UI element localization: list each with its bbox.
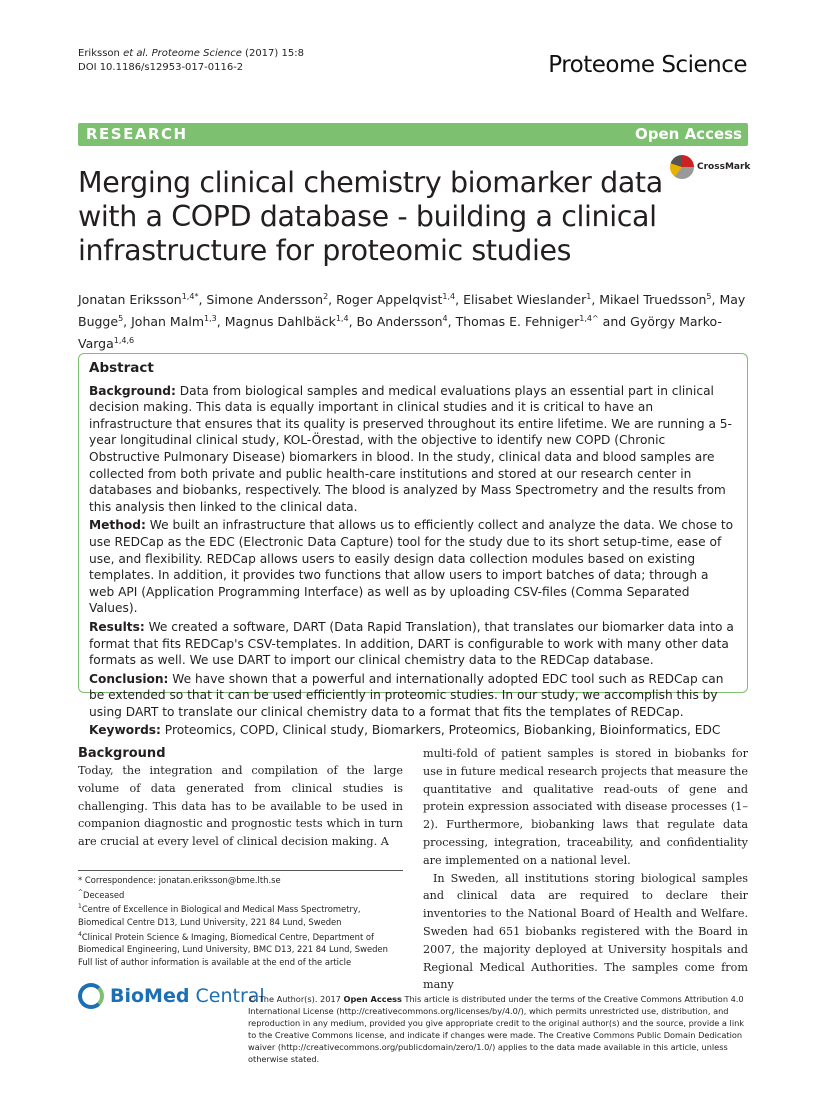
author-separator: , (328, 292, 337, 308)
body-left-column (78, 745, 403, 851)
author-affiliation: 5 (118, 314, 124, 324)
section-text: We created a software, DART (Data Rapid Translation), that translates our biomarker data into a format that fits REDCap's CSV-templates. In addition, DART is configurable to work with many other data formats as well. We use DART to import our clinical chemistry data to the REDCap database. (89, 619, 734, 668)
body-right-column (423, 745, 748, 994)
author-separator: , (216, 314, 225, 330)
author-affiliation: 1,4 (442, 292, 456, 301)
full-list-note: Full list of author information is available at the end of the article (78, 957, 352, 968)
deceased-note: Deceased (83, 889, 125, 900)
license-open-access: Open Access (343, 994, 402, 1004)
abstract-results (89, 619, 737, 669)
open-access-label: Open Access (635, 125, 742, 143)
author-name[interactable]: Bo Andersson (356, 314, 443, 330)
article-type-banner (78, 123, 748, 146)
crossmark-button[interactable] (670, 155, 750, 179)
section-text: Data from biological samples and medical evaluations plays an essential part in clinical decision making. This data is equally important in clinical studies and it is critical to have an infrastructure that ensures that its quality is preserved throughout its entire lifetime. We are running a 5-year longitudinal clinical study, KOL-Örestad, with the objective to identify new COPD (Chronic Obstructive Pulmonary Disease) biomarkers in blood. In the study, clinical data and blood samples are collected from both private and public health-care institutions and stored at our research center in databases and biobanks, respectively. The blood is analyzed by Mass Spectrometry and the results from this analysis then linked to the clinical data. (89, 383, 732, 514)
body-paragraph: In Sweden, all institutions storing biological samples and clinical data are required to declare their inventories to the National Board of Health and Welfare. Sweden had 651 biobanks registered with the Board in 2007, the majority deployed at University hospitals and Regional Medical Authorities. The samples come from many (423, 871, 748, 992)
logo-rest: Central (189, 985, 265, 1007)
author-separator: , (711, 292, 720, 308)
license-text (248, 993, 748, 1065)
article-title: Merging clinical chemistry biomarker data with a COPD database - building a clinical infrastructure for proteomic studies (78, 166, 663, 267)
copyright: © The Author(s). 2017 (248, 994, 344, 1004)
doi: DOI 10.1186/s12953-017-0116-2 (78, 62, 244, 73)
affiliation-1: Centre of Excellence in Biological and Medical Mass Spectrometry, Biomedical Centre D13, Lund University, 221 84 Lund, Sweden (78, 904, 361, 927)
journal-name: Proteome Science (548, 52, 747, 78)
license-body: This article is distributed under the terms of the Creative Commons Attribution 4.0 International License (http://creativecommons.org/licenses/by/4.0/), which permits unrestricted use, distribution, and reproduction in any medium, provided you give appropriate credit to the original author(s) and the source, provide a link to the Creative Commons license, and indicate if changes were made. The Creative Commons Public Domain Dedication waiver (http://creativecommons.org/publicdomain/zero/1.0/) applies to the data made available in this article, unless otherwise stated. (248, 994, 745, 1064)
section-text: Proteomics, COPD, Clinical study, Biomarkers, Proteomics, Biobanking, Bioinformatics, EDC (160, 723, 721, 738)
logo-bold: BioMed (110, 985, 190, 1007)
author-name[interactable]: Simone Andersson (206, 292, 324, 308)
author-affiliation: 5 (706, 292, 712, 301)
section-label: Background: (89, 383, 176, 398)
section-label: Keywords: (89, 723, 161, 738)
background-heading: Background (78, 746, 166, 761)
abstract-heading: Abstract (89, 360, 154, 376)
author-name[interactable]: Magnus Dahlbäck (224, 314, 336, 330)
footnotes: * Correspondence: jonatan.eriksson@bme.lth.se ^Deceased $^1$Centre of Excellence in Biological and Medical Mass Spectrometry, Biomedical Centre D13, Lund University, 221 84 Lund, Sweden $^4$Clinical Protein Science & Imaging, Biomedical Centre, Department of Biomedical Engineering, Lund University, BMC D13, 221 84 Lund, Sweden Full list of author information is available at the end of the article (78, 870, 403, 969)
author-name[interactable]: Mikael Truedsson (599, 292, 707, 308)
affiliation-number: 1 (78, 903, 82, 911)
section-text: We have shown that a powerful and internationally adopted EDC tool such as REDCap can be extended so that it can be used efficiently in proteomic studies. In our study, we accomplish this by using DART to translate our clinical chemistry data to a format that fits the templates of REDCap. (89, 671, 724, 719)
crossmark-icon (670, 155, 694, 179)
author-affiliation: 1,3 (204, 314, 217, 324)
abstract-conclusion (89, 671, 737, 721)
affiliation-number: 4 (78, 930, 82, 938)
author-separator: , (198, 292, 207, 308)
abstract-method (89, 517, 737, 617)
author-affiliation: 1,4 (335, 314, 349, 324)
author-name[interactable]: Johan Malm (131, 314, 205, 330)
body-paragraph: Today, the integration and compilation of the large volume of data generated from clinical studies is challenging. This data has to be available to be used in companion diagnostic and prognostic tests which in turn are crucial at every level of clinical decision making. A (78, 764, 403, 849)
citation-author: Eriksson (78, 48, 124, 59)
abstract-keywords (89, 722, 737, 739)
citation-volume: (2017) 15:8 (241, 48, 304, 59)
author-name[interactable]: Thomas E. Fehniger (455, 314, 580, 330)
biomed-central-icon (78, 983, 104, 1009)
crossmark-label: CrossMark (697, 162, 751, 172)
author-name[interactable]: Elisabet Wieslander (463, 292, 587, 308)
biomed-central-logo (78, 983, 265, 1009)
author-separator: , (591, 292, 600, 308)
abstract-box (78, 353, 748, 738)
author-separator: , (123, 314, 132, 330)
author-name[interactable]: Roger Appelqvist (336, 292, 443, 308)
author-name[interactable]: May Bugge (78, 292, 746, 330)
author-affiliation: 2 (323, 292, 329, 301)
author-affiliation: 1,4^ (579, 314, 599, 324)
section-label: Results: (89, 619, 145, 634)
section-label: Method: (89, 518, 146, 533)
author-separator: and (598, 314, 631, 330)
author-separator: , (348, 314, 357, 330)
citation-journal: et al. Proteome Science (123, 48, 242, 59)
author-name[interactable]: Jonatan Eriksson (78, 292, 182, 308)
section-text: We built an infrastructure that allows us to efficiently collect and analyze the data. We chose to use REDCap as the EDC (Electronic Data Capture) tool for the study due to its short setup-time, ease of use, and flexibility. REDCap allows users to easily design data collection modules based on existing templates. In addition, it provides two functions that allow users to import batches of data; through a web API (Application Programming Interface) as well as by uploading CSV-files (Comma Separated Values). (89, 518, 734, 616)
author-name[interactable]: György Marko-Varga (78, 314, 722, 352)
author-affiliation: 4 (442, 314, 448, 324)
article-type: RESEARCH (86, 125, 188, 143)
abstract-background (89, 383, 737, 516)
author-affiliation: 1,4* (181, 292, 199, 301)
citation-header (78, 47, 304, 75)
author-affiliation: 1,4,6 (113, 336, 135, 346)
correspondence: * Correspondence: jonatan.eriksson@bme.lth.se (78, 875, 281, 885)
section-label: Conclusion: (89, 671, 169, 686)
affiliation-4: Clinical Protein Science & Imaging, Biomedical Centre, Department of Biomedical Engineering, Lund University, BMC D13, 221 84 Lund, Sweden (78, 931, 388, 955)
author-separator: , (447, 314, 456, 330)
body-paragraph: multi-fold of patient samples is stored in biobanks for use in future medical research projects that measure the quantitative and qualitative read-outs of gene and protein expression associated with disease processes (1–2). Furthermore, biobanking laws that regulate data processing, integration, traceability, and confidentiality are implemented on a national level. (423, 747, 748, 867)
author-separator: , (455, 292, 464, 308)
author-list (78, 287, 758, 353)
author-affiliation: 1 (586, 292, 592, 301)
